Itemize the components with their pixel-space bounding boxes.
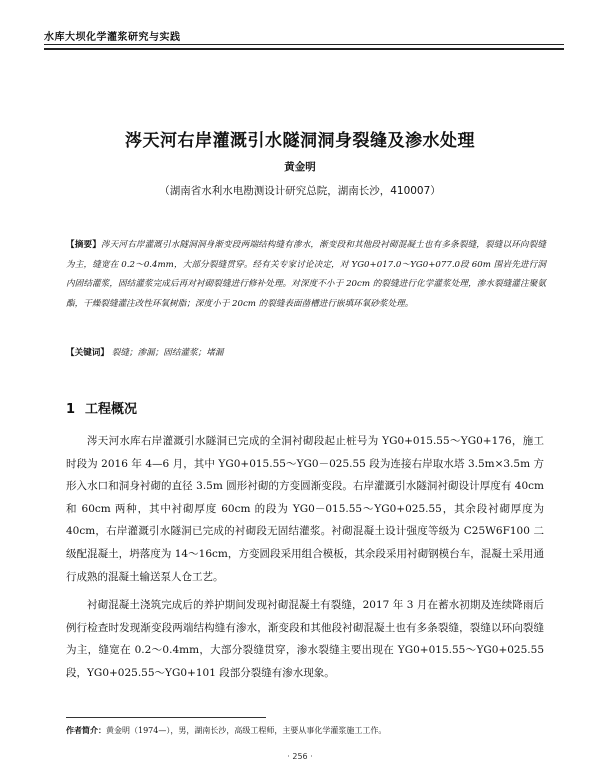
abstract-text: 涔天河右岸灌溉引水隧洞洞身渐变段两端结构缝有渗水，渐变段和其他段衬砌混凝土也有多条裂缝，裂缝以环向裂缝为主，缝宽在 0.2～0.4mm，大部分裂缝贯穿。经有关专家讨论决定，对 YG0+017.0～YG0+077.0段 60m 围岩先进行洞内固结灌浆，固结灌浆完成后再对衬砌裂缝进行修补处理。对深度不小于 20cm 的裂缝进行化学灌浆处理，渗水裂缝灌注聚氨酯，干燥裂缝灌注改性环氧树脂；深度小于 20cm 的裂缝表面凿槽进行嵌填环氧砂浆处理。 — [66, 240, 546, 309]
keywords — [66, 346, 546, 358]
section-number: 1 — [66, 402, 76, 417]
keywords-label: 【关键词】 — [66, 348, 109, 358]
footnote-label: 作者简介： — [66, 725, 106, 735]
running-header: 水库大坝化学灌浆研究与实践 — [44, 32, 181, 43]
header-rule-thick — [44, 48, 564, 50]
body-paragraph-1: 涔天河水库右岸灌溉引水隧洞已完成的全洞衬砌段起止桩号为 YG0+015.55～YG0+176，施工时段为 2016 年 4—6 月，其中 YG0+015.55～YG0－025.55 段为连接右岸取水塔 3.5m×3.5m 方形入水口和洞身衬砌的直径 3.5m 圆形衬砌的方变圆渐变段。右岸灌溉引水隧洞衬砌设计厚度有 40cm 和 60cm 两种，其中衬砌厚度 60cm 的段为 YG0－015.55～YG0+025.55，其余段衬砌厚度为 40cm，右岸灌溉引水隧洞已完成的衬砌段无固结灌浆。衬砌混凝土设计强度等级为 C25W6F100 二级配混凝土，坍落度为 14～16cm，方变圆段采用组合模板，其余段采用衬砌钢模台车，混凝土采用通行成熟的混凝土输送泵人仓工艺。 — [66, 435, 544, 583]
header-rule-thin — [44, 44, 564, 45]
author-name: 黄金明 — [284, 161, 316, 173]
keywords-text: 裂缝；渗漏；固结灌浆；堵漏 — [111, 348, 224, 358]
section-heading — [66, 398, 137, 417]
section-title: 工程概况 — [85, 402, 138, 417]
body-paragraph-2: 衬砌混凝土浇筑完成后的养护期间发现衬砌混凝土有裂缝，2017 年 3 月在蓄水初期及连续降雨后例行检查时发现渐变段两端结构缝有渗水，渐变段和其他段衬砌混凝土也有多条裂缝，裂缝以环向裂缝为主，缝宽在 0.2～0.4mm，大部分裂缝贯穿，渗水裂缝主要出现在 YG0+015.55～YG0+025.55 段，YG0+025.55～YG0+101 段部分裂缝有渗水现象。 — [66, 599, 544, 679]
paper-title: 涔天河右岸灌溉引水隧洞洞身裂缝及渗水处理 — [125, 131, 475, 151]
footnote-text: 黄金明（1974—），男，湖南长沙，高级工程师，主要从事化学灌浆施工工作。 — [106, 726, 387, 735]
footnote-rule — [66, 717, 266, 718]
abstract — [66, 236, 546, 314]
abstract-label: 【摘要】 — [66, 240, 101, 250]
author-affiliation: （湖南省水利水电勘测设计研究总院，湖南长沙，410007） — [159, 185, 441, 197]
page-number: · 256 · — [287, 752, 313, 761]
author-footnote — [66, 725, 546, 736]
